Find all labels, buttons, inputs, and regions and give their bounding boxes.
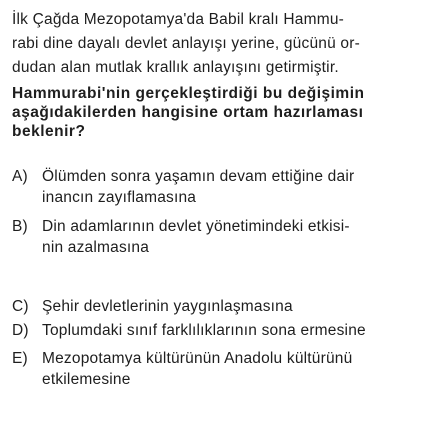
option-line: inancın zayıflamasına — [42, 189, 197, 206]
option-letter: A) — [12, 168, 28, 185]
option-letter: D) — [12, 322, 29, 339]
option-line: nin azalmasına — [42, 239, 150, 256]
option-letter: E) — [12, 350, 28, 367]
option-text — [42, 166, 436, 208]
option-line: Toplumdaki sınıf farklılıklarının sona ermesine — [42, 322, 366, 339]
intro-line: dudan alan mutlak krallık anlayışını getirmiştir. — [12, 59, 339, 76]
question-line: aşağıdakilerden hangisine ortam hazırlaması — [12, 104, 364, 121]
question-line: Hammurabi'nin gerçekleştirdiği bu değişimin — [12, 85, 365, 102]
option-line: Şehir devletlerinin yaygınlaşmasına — [42, 298, 293, 315]
option-line: etkilemesine — [42, 371, 131, 388]
option-letter: B) — [12, 218, 28, 235]
option-letter: C) — [12, 298, 29, 315]
intro-line: rabi dine dayalı devlet anlayışı yerine, gücünü or- — [12, 35, 360, 52]
intro-line: İlk Çağda Mezopotamya'da Babil kralı Hammu- — [12, 11, 345, 28]
option-line: Ölümden sonra yaşamın devam ettiğine dair — [42, 168, 355, 185]
option-text — [42, 348, 436, 390]
question-intro-paragraph — [12, 8, 432, 80]
option-line: Mezopotamya kültürünün Anadolu kültürünü — [42, 350, 353, 367]
option-text — [42, 320, 436, 341]
question-line: beklenir? — [12, 123, 86, 140]
option-line: Din adamlarının devlet yönetimindeki etkisi- — [42, 218, 350, 235]
option-text — [42, 216, 436, 258]
question-stem — [12, 84, 436, 141]
option-text — [42, 296, 436, 317]
